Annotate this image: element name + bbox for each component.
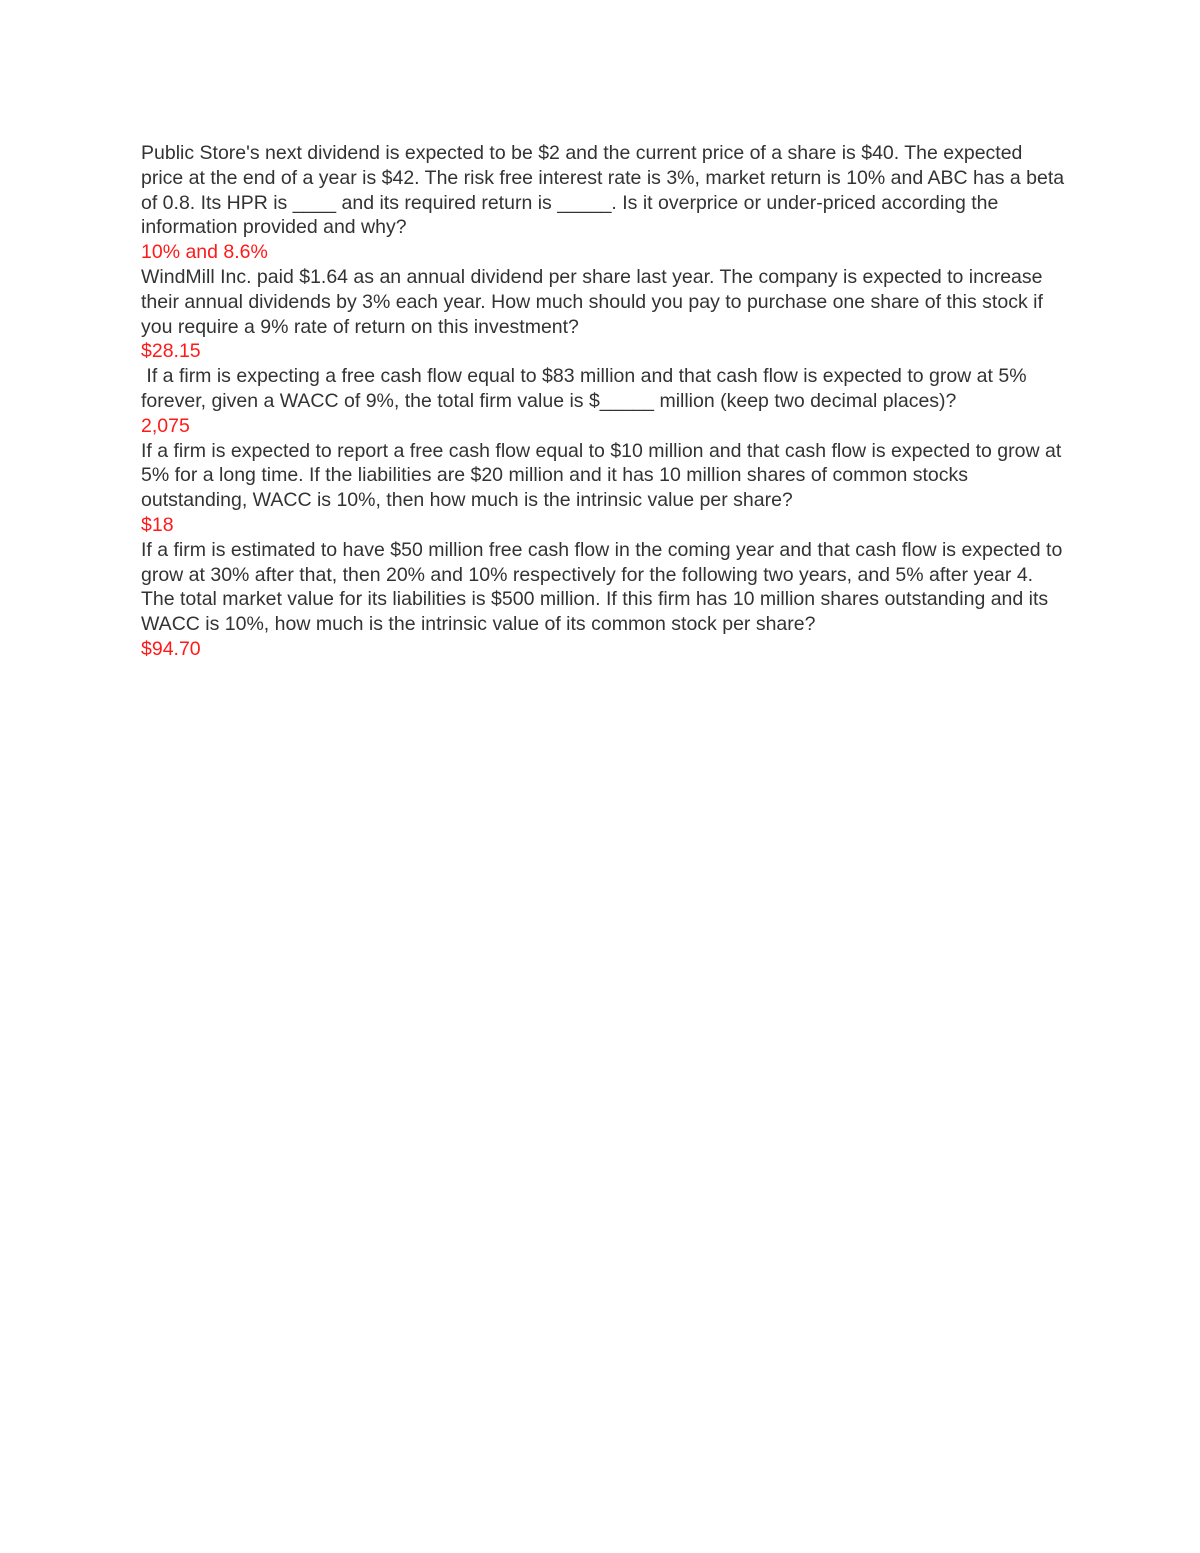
answer-text-5: $94.70 [141, 637, 201, 660]
answer-text-3: 2,075 [141, 414, 190, 437]
question-text-1: Public Store's next dividend is expected to be $2 and the current price of a share is $40. The expected price at the end of a year is $42. The risk free interest rate is 3%, market return is 10% and ABC has a beta of 0.8. Its HPR is ____ and its required return is _____. Is it overprice or under-priced according the information provided and why? [141, 142, 1065, 239]
question-text-5: If a firm is estimated to have $50 million free cash flow in the coming year and that cash flow is expected to grow at 30% after that, then 20% and 10% respectively for the following two years, and 5% after year 4. The total market value for its liabilities is $500 million. If this firm has 10 million shares outstanding and its WACC is 10%, how much is the intrinsic value of its common stock per share? [141, 538, 1063, 636]
question-text-2: WindMill Inc. paid $1.64 as an annual dividend per share last year. The company is expected to increase their annual dividends by 3% each year. How much should you pay to purchase one share of this stock if you require a 9% rate of return on this investment? [141, 265, 1043, 338]
question-text-4: If a firm is expected to report a free cash flow equal to $10 million and that cash flow is expected to grow at 5% for a long time. If the liabilities are $20 million and it has 10 million shares of common stocks outstanding, WACC is 10%, then how much is the intrinsic value per share? [141, 439, 1062, 512]
question-text-3: If a firm is expecting a free cash flow equal to $83 million and that cash flow is expected to grow at 5% forever, given a WACC of 9%, the total firm value is $_____ million (keep two decimal places)? [141, 365, 1032, 412]
answer-text-2: $28.15 [141, 340, 201, 363]
answer-text-4: $18 [141, 513, 174, 536]
document-body [141, 141, 1066, 662]
answer-text-1: 10% and 8.6% [141, 241, 268, 264]
